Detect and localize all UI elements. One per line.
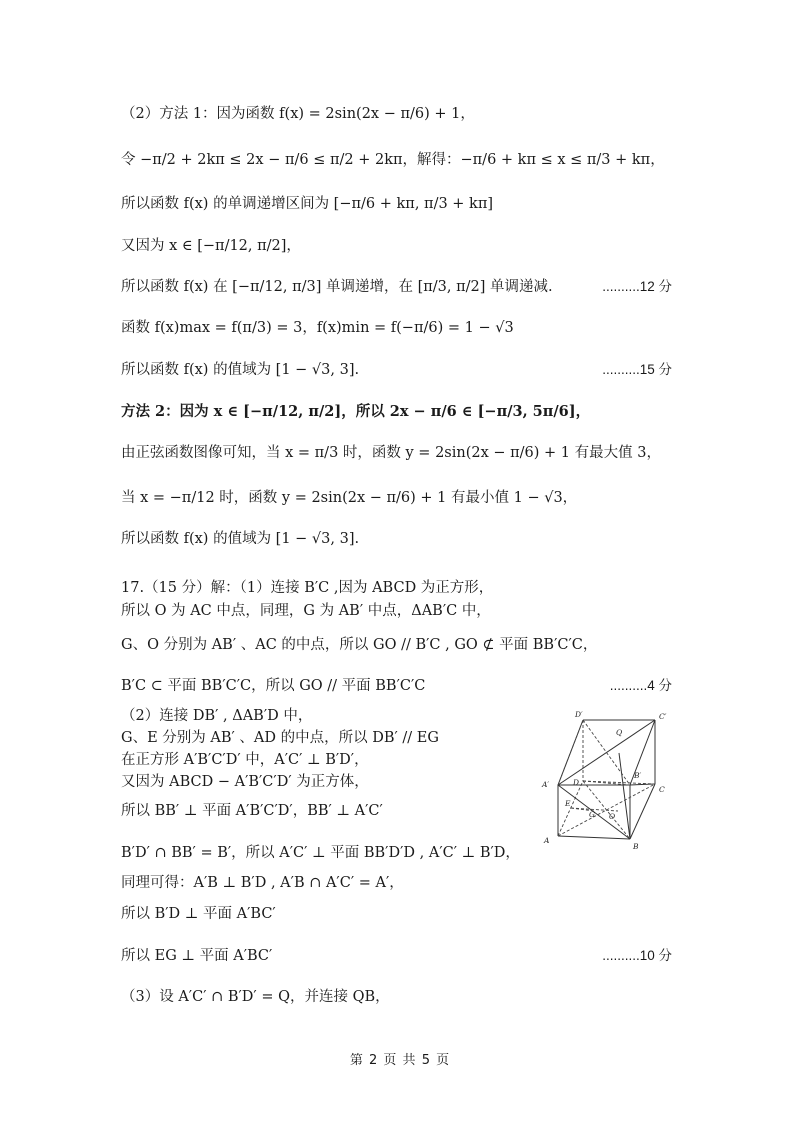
text-line: 所以函数 f(x) 在 [−π/12, π/3] 单调递增，在 [π/3, π/2] 单调递减.: [121, 279, 553, 295]
text-line: 所以函数 f(x) 的单调递增区间为 [−π/6 + kπ, π/3 + kπ]: [121, 196, 494, 212]
vertex-label: C: [659, 785, 665, 794]
text-line: （3）设 A′C′ ∩ B′D′ = Q，并连接 QB，: [121, 989, 390, 1005]
text-line: 所以函数 f(x) 的值域为 [1 − √3, 3].: [121, 531, 360, 547]
vertex-label: C′: [659, 712, 667, 721]
text-line: 函数 f(x)max = f(π/3) = 3，f(x)min = f(−π/6) = 1 − √3: [121, 320, 514, 336]
text-line: 所以 BB′ ⊥ 平面 A′B′C′D′，BB′ ⊥ A′C′: [121, 803, 383, 819]
text-line: 由正弦函数图像可知，当 x = π/3 时，函数 y = 2sin(2x − π/6) + 1 有最大值 3，: [121, 445, 661, 461]
text-line: 同理可得：A′B ⊥ B′D , A′B ∩ A′C′ = A′，: [121, 875, 404, 891]
edge: [630, 784, 655, 839]
text-line: 在正方形 A′B′C′D′ 中，A′C′ ⊥ B′D′，: [121, 752, 369, 768]
text-line: 又因为 ABCD − A′B′C′D′ 为正方体，: [121, 774, 369, 790]
vertex-label: D: [573, 778, 580, 787]
text-line: G、O 分别为 AB′ 、AC 的中点，所以 GO // B′C , GO ⊄ 平面 BB′C′C，: [121, 637, 598, 653]
score-mark: ..........10 分: [602, 948, 672, 963]
score-mark: ..........15 分: [602, 362, 672, 377]
vertex-label: A: [544, 836, 550, 845]
vertex-label: E: [565, 799, 571, 808]
vertex-label: D′: [575, 710, 583, 719]
text-line: 所以 O 为 AC 中点，同理，G 为 AB′ 中点，ΔAB′C 中，: [121, 603, 491, 619]
vertex-label: Q: [616, 728, 623, 737]
text-line: B′C ⊂ 平面 BB′C′C，所以 GO // 平面 BB′C′C: [121, 678, 426, 694]
hidden-edge: [558, 781, 583, 836]
vertex-label: G: [589, 810, 595, 819]
edge: [619, 753, 630, 839]
score-mark: ..........4 分: [609, 678, 672, 693]
text-line: 令 −π/2 + 2kπ ≤ 2x − π/6 ≤ π/2 + 2kπ，解得：−π/6 + kπ ≤ x ≤ π/3 + kπ，: [121, 152, 665, 168]
vertex-label: B: [633, 842, 639, 851]
text-line: 方法 2：因为 x ∈ [−π/12, π/2]，所以 2x − π/6 ∈ [−π/3, 5π/6]，: [121, 403, 591, 420]
vertex-label: O: [609, 812, 616, 821]
hidden-edge: [583, 720, 630, 785]
cube-figure: [538, 707, 678, 855]
hidden-edge: [583, 781, 655, 784]
text-line: 所以函数 f(x) 的值域为 [1 − √3, 3].: [121, 362, 360, 378]
vertex-label: B′: [634, 771, 642, 780]
score-mark: ..........12 分: [602, 279, 672, 294]
edge: [558, 836, 630, 839]
text-line: 又因为 x ∈ [−π/12, π/2]，: [121, 238, 301, 254]
text-line: 所以 B′D ⊥ 平面 A′BC′: [121, 906, 276, 922]
text-line: 当 x = −π/12 时，函数 y = 2sin(2x − π/6) + 1 有最小值 1 − √3，: [121, 490, 578, 506]
text-line: （2）连接 DB′ , ΔAB′D 中，: [121, 708, 313, 724]
page-footer: 第 2 页 共 5 页: [349, 1053, 451, 1068]
edge: [630, 784, 655, 785]
vertex-label: A′: [542, 780, 550, 789]
text-line: （2）方法 1：因为函数 f(x) = 2sin(2x − π/6) + 1，: [121, 106, 475, 122]
text-line: 17.（15 分）解：（1）连接 B′C ,因为 ABCD 为正方形，: [121, 580, 494, 596]
text-line: B′D′ ∩ BB′ = B′，所以 A′C′ ⊥ 平面 BB′D′D , A′C′ ⊥ B′D，: [121, 845, 520, 861]
text-line: G、E 分别为 AB′ 、AD 的中点，所以 DB′ // EG: [121, 730, 439, 746]
text-line: 所以 EG ⊥ 平面 A′BC′: [121, 948, 273, 964]
